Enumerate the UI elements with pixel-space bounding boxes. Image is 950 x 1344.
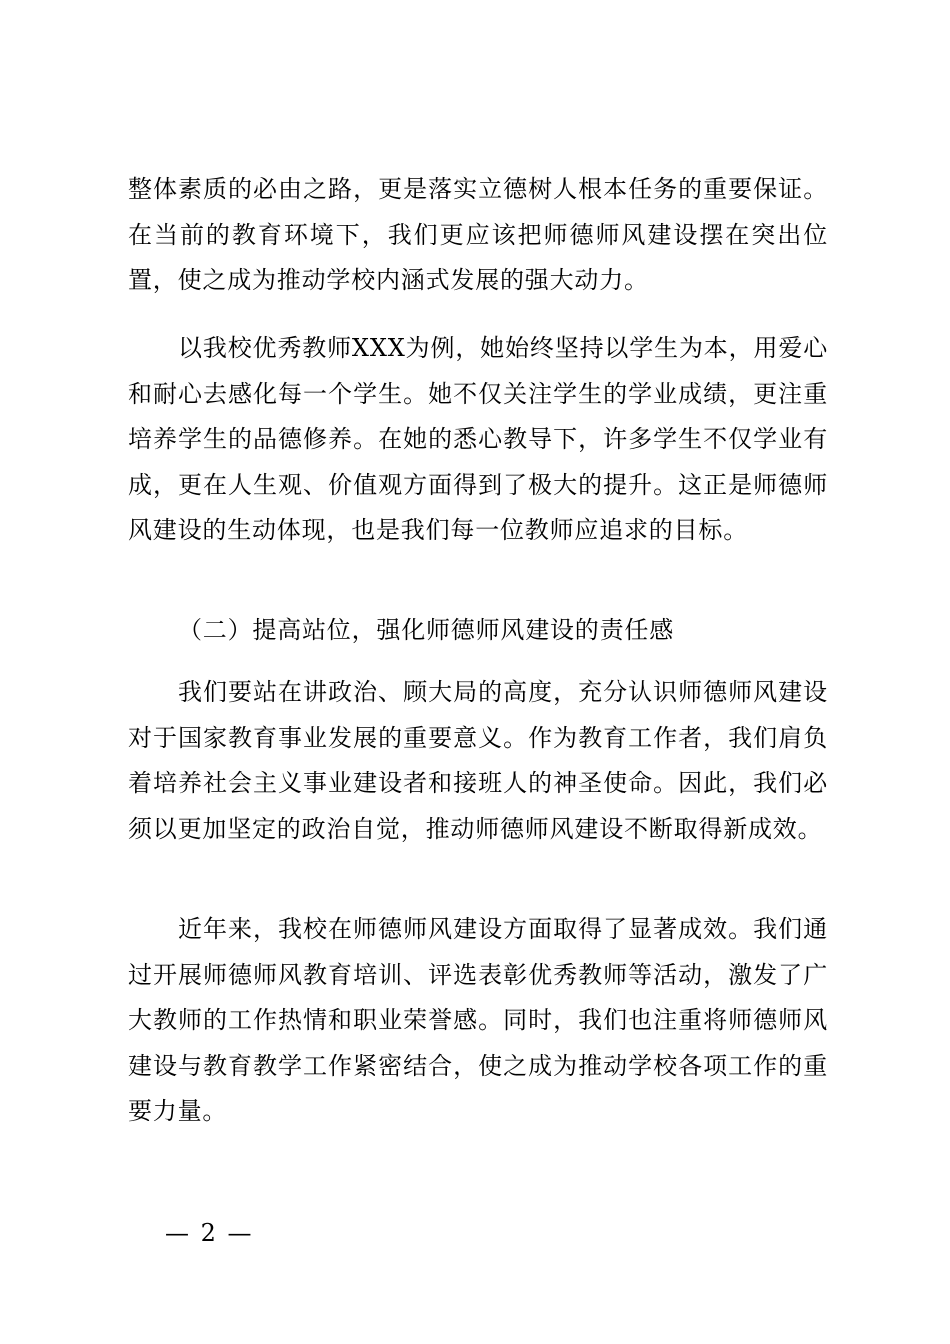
paragraph-continuation: 整体素质的必由之路，更是落实立德树人根本任务的重要保证。在当前的教育环境下，我们更应该把师德师风建设摆在突出位置，使之成为推动学校内涵式发展的强大动力。: [128, 175, 828, 294]
page-number: — 2 —: [165, 1219, 254, 1247]
paragraph-political-awareness: 我们要站在讲政治、顾大局的高度，充分认识师德师风建设对于国家教育事业发展的重要意义。作为教育工作者，我们肩负着培养社会主义事业建设者和接班人的神圣使命。因此，我们必须以更加坚定的政治自觉，推动师德师风建设不断取得新成效。: [128, 678, 828, 843]
paragraph-achievements: 近年来，我校在师德师风建设方面取得了显著成效。我们通过开展师德师风教育培训、评选表彰优秀教师等活动，激发了广大教师的工作热情和职业荣誉感。同时，我们也注重将师德师风建设与教育教学工作紧密结合，使之成为推动学校各项工作的重要力量。: [128, 915, 828, 1125]
paragraph-teacher-example: 以我校优秀教师XXX为例，她始终坚持以学生为本，用爱心和耐心去感化每一个学生。她不仅关注学生的学业成绩，更注重培养学生的品德修养。在她的悉心教导下，许多学生不仅学业有成，更在人生观、价值观方面得到了极大的提升。这正是师德师风建设的生动体现，也是我们每一位教师应追求的目标。: [128, 334, 828, 544]
section-heading: （二）提高站位，强化师德师风建设的责任感: [178, 616, 674, 644]
